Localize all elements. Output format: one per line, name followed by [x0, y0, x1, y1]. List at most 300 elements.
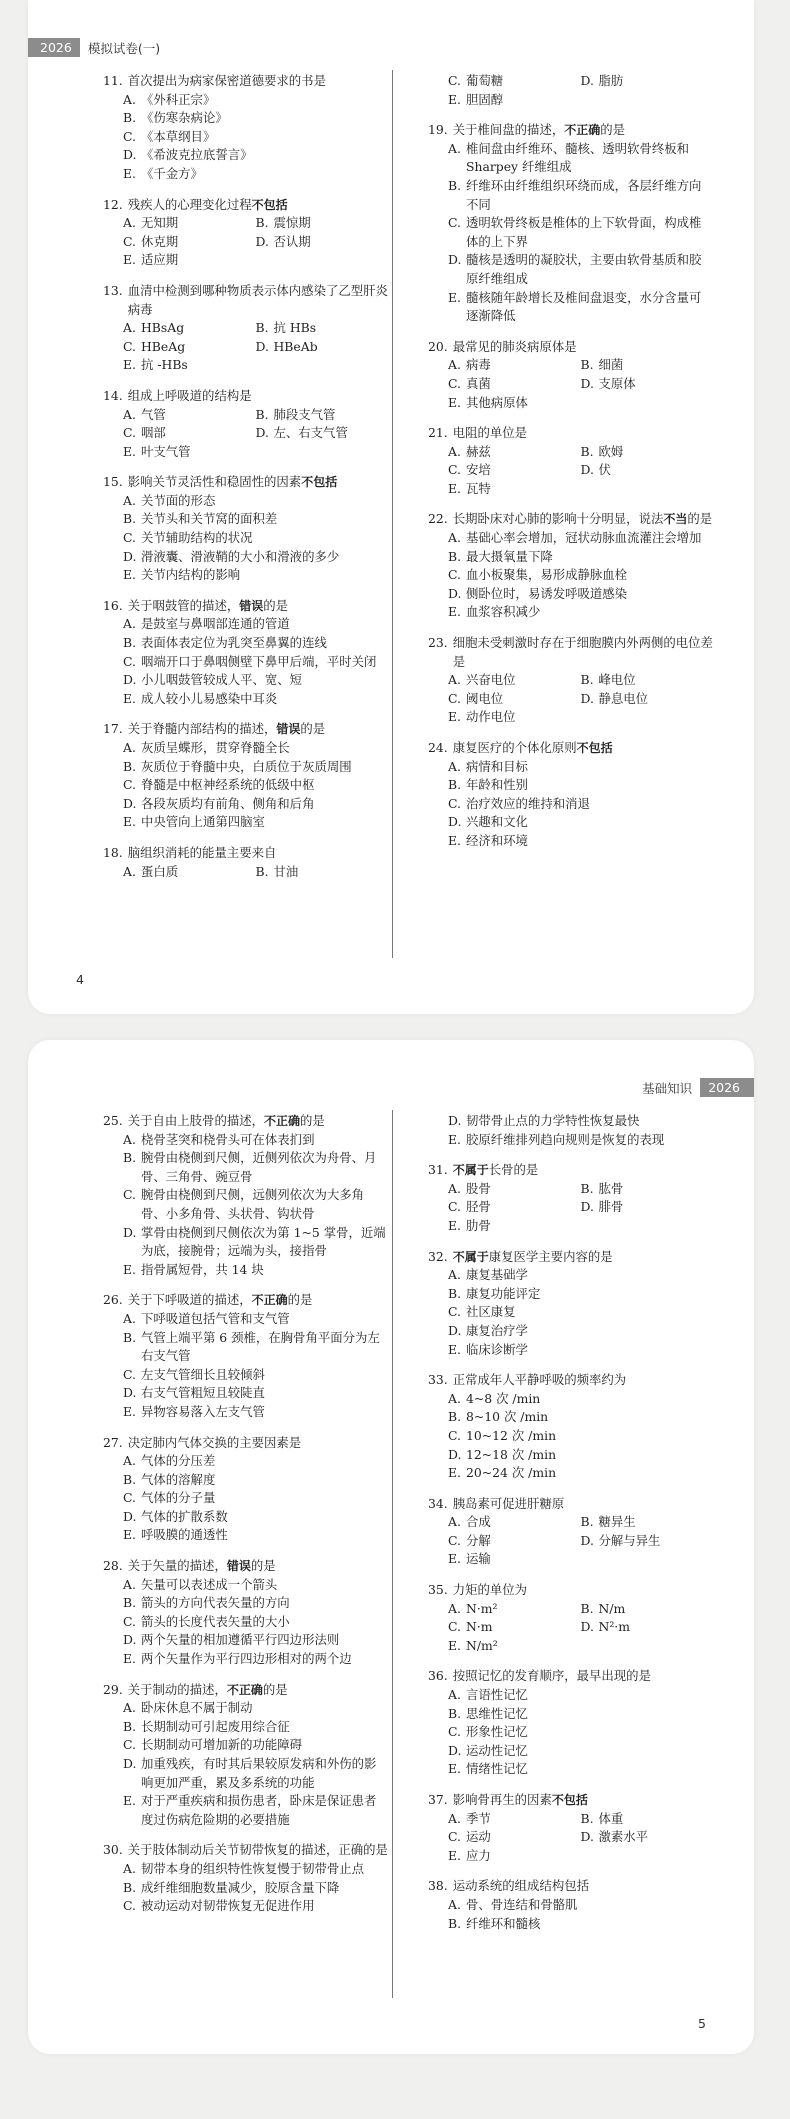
question-text-pre: 关于椎间盘的描述， — [452, 122, 565, 138]
option-text: 抗 HBs — [273, 320, 317, 336]
question-text-post: 的是 — [600, 122, 626, 138]
answer-option — [448, 1760, 713, 1779]
option-letter: B. — [448, 1285, 462, 1301]
option-text: 胫骨 — [466, 1199, 491, 1215]
option-letter: B. — [123, 511, 137, 527]
answer-option — [123, 319, 256, 338]
option-letter: B. — [580, 357, 594, 373]
question-item — [428, 1877, 713, 1933]
question-text-pre: 最常见的肺炎病原体是 — [452, 338, 577, 354]
option-letter: A. — [123, 406, 136, 422]
option-text: N·m — [466, 1619, 493, 1635]
option-letter: D. — [123, 548, 137, 564]
option-letter: B. — [448, 177, 462, 193]
answer-option — [123, 863, 256, 882]
option-text: 掌骨由桡侧到尺侧依次为第 1~5 掌骨，近端为底，接腕骨；远端为头，接指骨 — [141, 1224, 386, 1259]
question-text-pre: 正常成年人平静呼吸的频率约为 — [452, 1372, 627, 1388]
option-text: 欧姆 — [598, 443, 624, 459]
option-letter: E. — [448, 1637, 461, 1653]
answer-option — [448, 1723, 713, 1742]
option-letter: B. — [448, 1705, 462, 1721]
question-number: 36. — [428, 1668, 448, 1684]
option-letter: D. — [580, 1829, 594, 1845]
question-keyword: 不属于 — [452, 1249, 489, 1264]
answer-option — [123, 795, 388, 814]
question-text-pre: 脑组织消耗的能量主要来自 — [127, 844, 277, 860]
answer-option — [123, 1631, 388, 1650]
option-text: 灰质位于脊髓中央，白质位于灰质周围 — [141, 758, 352, 774]
option-text: 侧卧位时，易诱发呼吸道感染 — [466, 585, 628, 601]
question-number: 15. — [103, 474, 123, 490]
answer-option — [123, 1186, 388, 1223]
question-stem — [428, 1161, 713, 1180]
option-list — [123, 615, 388, 708]
question-text — [128, 1112, 388, 1131]
option-text: 椎间盘由纤维环、髓核、透明软骨终板和 Sharpey 纤维组成 — [466, 140, 690, 175]
option-text: 长期制动可增加新的功能障碍 — [141, 1737, 303, 1753]
option-text: 《千金方》 — [141, 165, 203, 181]
answer-option — [448, 1810, 581, 1829]
right-column — [428, 1112, 713, 1945]
left-column — [103, 72, 388, 893]
answer-option — [123, 653, 388, 672]
question-text-pre: 关于自由上肢骨的描述， — [127, 1113, 265, 1128]
answer-option — [123, 1366, 388, 1385]
answer-option — [123, 1508, 388, 1527]
answer-option — [123, 690, 388, 709]
option-list — [448, 1513, 713, 1569]
option-letter: D. — [123, 1756, 137, 1771]
question-text — [453, 634, 713, 671]
question-text-post: 的是 — [687, 511, 713, 527]
option-letter: E. — [448, 832, 461, 848]
question-text-post: 的是 — [300, 721, 326, 737]
option-text: HBeAb — [273, 338, 318, 354]
answer-option — [448, 1742, 713, 1761]
option-letter: C. — [448, 1829, 461, 1845]
option-text: 表面体表定位为乳突至鼻翼的连线 — [141, 635, 327, 651]
option-letter: E. — [448, 480, 461, 496]
answer-option — [448, 1303, 713, 1322]
answer-option — [123, 1736, 388, 1755]
option-text: 康复基础学 — [466, 1267, 528, 1283]
option-text: 气管上端平第 6 颈椎，在胸骨角平面分为左右支气管 — [141, 1329, 380, 1364]
option-list — [448, 1180, 713, 1236]
answer-option — [123, 1650, 388, 1669]
option-letter: C. — [123, 1490, 136, 1506]
question-stem — [428, 1667, 713, 1686]
question-keyword: 错误 — [276, 722, 301, 737]
answer-option — [448, 1322, 713, 1341]
answer-option — [581, 1180, 714, 1199]
option-letter: B. — [255, 320, 269, 336]
option-text: 震惊期 — [273, 215, 311, 231]
answer-option — [448, 1131, 713, 1150]
option-letter: D. — [123, 1632, 137, 1648]
option-text: 右支气管粗短且较陡直 — [141, 1385, 265, 1401]
answer-option — [448, 91, 713, 110]
answer-option — [448, 214, 713, 251]
question-item — [428, 739, 713, 851]
option-letter: C. — [123, 1737, 136, 1753]
option-letter: A. — [123, 91, 136, 107]
question-number: 11. — [103, 73, 123, 88]
question-item — [428, 1161, 713, 1235]
option-text: N/m² — [466, 1637, 498, 1653]
question-item — [103, 1557, 388, 1669]
option-letter: A. — [448, 672, 461, 688]
question-item — [103, 597, 388, 709]
option-letter: C. — [448, 1619, 461, 1635]
option-text: 瓦特 — [466, 480, 491, 496]
exam-page-4 — [28, 0, 754, 1014]
answer-option — [123, 548, 388, 567]
question-item — [103, 1841, 388, 1915]
question-keyword: 不正确 — [251, 1293, 288, 1308]
option-list — [123, 1699, 388, 1829]
option-text: 卧床休息不属于制动 — [141, 1700, 253, 1716]
option-text: 股骨 — [466, 1180, 491, 1196]
option-text: 抗 -HBs — [141, 357, 188, 373]
option-letter: A. — [448, 1180, 461, 1196]
option-letter: B. — [123, 1595, 137, 1611]
option-letter: E. — [123, 1793, 136, 1809]
question-stem — [428, 1371, 713, 1390]
option-text: 呼吸膜的通透性 — [141, 1527, 228, 1543]
question-stem — [103, 282, 388, 319]
option-text: 透明软骨终板是椎体的上下软骨面，构成椎体的上下界 — [466, 215, 702, 249]
answer-option — [581, 72, 714, 91]
option-letter: E. — [123, 357, 136, 373]
option-text: 对于严重疾病和损伤患者，卧床是保证患者度过伤病危险期的必要措施 — [141, 1793, 377, 1827]
question-text-pre: 长期卧床对心肺的影响十分明显，说法 — [452, 511, 664, 527]
answer-option — [123, 146, 388, 165]
question-stem — [428, 121, 713, 140]
question-text-pre: 影响骨再生的因素 — [452, 1792, 552, 1807]
option-text: 康复治疗学 — [466, 1322, 528, 1338]
option-text: 《伤寒杂病论》 — [141, 110, 228, 126]
option-text: 关节头和关节窝的面积差 — [141, 511, 278, 527]
answer-option — [448, 690, 581, 709]
question-text — [453, 1581, 713, 1600]
option-text: 支原体 — [598, 375, 636, 391]
answer-option — [256, 406, 389, 425]
option-list — [123, 406, 388, 462]
answer-option — [448, 1464, 713, 1483]
option-list — [448, 1600, 713, 1656]
question-keyword: 不包括 — [576, 741, 613, 755]
answer-option — [123, 1576, 388, 1595]
question-stem — [428, 424, 713, 443]
question-stem — [428, 1581, 713, 1600]
option-letter: C. — [448, 73, 461, 88]
option-text: 合成 — [466, 1514, 491, 1530]
answer-option — [123, 1792, 388, 1829]
question-number: 32. — [428, 1248, 448, 1264]
answer-option — [448, 1550, 713, 1569]
option-letter: C. — [448, 795, 461, 811]
option-text: 被动运动对韧带恢复无促进作用 — [141, 1898, 315, 1914]
option-text: 4~8 次 /min — [466, 1390, 541, 1406]
option-text: 是鼓室与鼻咽部连通的管道 — [141, 616, 290, 632]
answer-option — [123, 1261, 388, 1280]
question-number: 12. — [103, 196, 123, 212]
answer-option — [448, 758, 713, 777]
question-item — [428, 1581, 713, 1655]
question-text — [453, 1495, 713, 1514]
answer-option — [581, 671, 714, 690]
option-letter: E. — [123, 690, 136, 706]
option-text: 糖异生 — [598, 1514, 636, 1530]
option-letter: C. — [123, 128, 136, 144]
option-letter: C. — [123, 1898, 136, 1914]
answer-option — [448, 1427, 713, 1446]
option-letter: B. — [123, 1879, 137, 1895]
question-item — [428, 634, 713, 727]
option-letter: B. — [580, 1514, 594, 1530]
option-text: 经济和环境 — [466, 832, 528, 848]
option-text: 灰质呈蝶形，贯穿脊髓全长 — [141, 740, 290, 755]
answer-option — [448, 603, 713, 622]
question-text — [453, 739, 713, 758]
option-text: 桡骨茎突和桡骨头可在体表扪到 — [141, 1131, 315, 1147]
option-letter: C. — [123, 1187, 136, 1203]
answer-option — [581, 356, 714, 375]
answer-option — [123, 615, 388, 634]
option-text: 咽端开口于鼻咽侧壁下鼻甲后端，平时关闭 — [141, 653, 377, 669]
option-list — [448, 1112, 713, 1149]
option-text: 峰电位 — [598, 672, 636, 688]
answer-option — [448, 1896, 713, 1915]
option-letter: C. — [123, 1366, 136, 1382]
question-item — [103, 72, 388, 184]
option-text: 兴趣和文化 — [466, 814, 528, 830]
question-number: 31. — [428, 1162, 448, 1178]
option-text: 分解与异生 — [598, 1532, 661, 1548]
option-letter: D. — [123, 795, 137, 811]
answer-option — [448, 585, 713, 604]
answer-option — [123, 1613, 388, 1632]
answer-option — [448, 548, 713, 567]
answer-option — [123, 251, 388, 270]
option-letter: D. — [123, 147, 137, 163]
option-text: 形象性记忆 — [466, 1724, 528, 1740]
question-text-pre: 关于肢体制动后关节韧带恢复的描述，正确的是 — [127, 1842, 388, 1858]
question-text — [453, 1791, 713, 1810]
option-letter: D. — [255, 338, 269, 354]
option-list — [448, 1390, 713, 1483]
answer-option — [581, 1618, 714, 1637]
option-text: N·m² — [466, 1600, 498, 1616]
option-letter: B. — [580, 443, 594, 459]
question-text-pre: 细胞未受刺激时存在于细胞膜内外两侧的电位差是 — [452, 635, 713, 669]
answer-option — [448, 1198, 581, 1217]
answer-option — [123, 1489, 388, 1508]
option-letter: E. — [448, 394, 461, 410]
option-text: 箭头的方向代表矢量的方向 — [141, 1595, 290, 1611]
option-letter: D. — [580, 1619, 594, 1635]
question-text — [128, 844, 388, 863]
question-number: 13. — [103, 282, 123, 298]
option-text: 体重 — [598, 1810, 624, 1826]
question-stem — [103, 1681, 388, 1700]
question-text — [453, 510, 713, 529]
answer-option — [123, 1699, 388, 1718]
option-list — [123, 492, 388, 585]
option-text: 髓核是透明的凝胶状，主要由软骨基质和胶原纤维组成 — [466, 252, 702, 286]
option-text: 咽部 — [141, 425, 166, 441]
answer-option — [123, 1879, 388, 1898]
question-text — [128, 473, 388, 492]
answer-option — [256, 319, 389, 338]
answer-option — [448, 1266, 713, 1285]
option-letter: C. — [448, 1532, 461, 1548]
option-text: 气体的扩散系数 — [141, 1508, 228, 1524]
option-text: 临床诊断学 — [466, 1341, 528, 1357]
question-stem — [103, 387, 388, 406]
option-text: 长期制动可引起废用综合征 — [141, 1718, 290, 1734]
question-text — [453, 1667, 713, 1686]
option-text: 细菌 — [598, 357, 624, 373]
column-divider — [392, 1110, 393, 1998]
question-keyword: 不当 — [663, 512, 688, 527]
option-text: 血浆容积减少 — [466, 604, 541, 620]
question-number: 18. — [103, 844, 123, 860]
option-text: 10~12 次 /min — [466, 1427, 557, 1443]
option-letter: A. — [448, 357, 461, 373]
option-letter: E. — [448, 1551, 461, 1567]
question-stem — [428, 1495, 713, 1514]
option-text: 腕骨由桡侧到尺侧，近侧列依次为舟骨、月骨、三角骨、豌豆骨 — [141, 1150, 377, 1184]
question-stem — [103, 72, 388, 91]
question-keyword: 不包括 — [551, 1793, 588, 1807]
option-letter: C. — [448, 462, 461, 478]
question-text — [128, 1841, 388, 1860]
option-text: 成人较小儿易感染中耳炎 — [141, 690, 278, 706]
option-text: 休克期 — [141, 233, 179, 249]
option-text: 应力 — [466, 1847, 491, 1863]
answer-option — [448, 289, 713, 326]
answer-option — [123, 214, 256, 233]
question-item — [103, 387, 388, 461]
option-text: 胆固醇 — [466, 91, 504, 107]
answer-option — [123, 91, 388, 110]
option-letter: E. — [448, 1341, 461, 1357]
answer-option — [448, 708, 713, 727]
option-list — [448, 1810, 713, 1866]
question-item — [428, 72, 713, 109]
option-text: 血小板聚集，易形成静脉血栓 — [466, 567, 628, 583]
option-text: 矢量可以表述成一个箭头 — [141, 1576, 278, 1592]
question-number: 30. — [103, 1842, 123, 1858]
question-number: 25. — [103, 1113, 123, 1128]
year-badge: 2026 — [28, 38, 80, 57]
question-text — [128, 1291, 388, 1310]
answer-option — [448, 1686, 713, 1705]
option-list — [123, 214, 388, 270]
answer-option — [448, 443, 581, 462]
option-text: 最大摄氧量下降 — [466, 548, 553, 564]
answer-option — [123, 1526, 388, 1545]
answer-option — [123, 1149, 388, 1186]
question-item — [103, 1112, 388, 1279]
question-keyword: 不正确 — [264, 1114, 301, 1128]
question-number: 35. — [428, 1582, 448, 1598]
exam-title: 模拟试卷(一) — [87, 40, 161, 56]
answer-option — [581, 1198, 714, 1217]
answer-option — [448, 140, 713, 177]
option-text: 情绪性记忆 — [466, 1761, 528, 1777]
answer-option — [448, 1390, 713, 1409]
option-text: 《希波克拉底誓言》 — [141, 147, 253, 163]
answer-option — [123, 1384, 388, 1403]
option-list — [448, 1686, 713, 1779]
question-item — [428, 1371, 713, 1483]
option-text: 12~18 次 /min — [466, 1446, 557, 1462]
option-letter: D. — [580, 690, 594, 706]
question-text-pre: 影响关节灵活性和稳固性的因素 — [127, 474, 302, 490]
option-letter: E. — [448, 91, 461, 107]
option-text: 安培 — [466, 462, 491, 478]
answer-option — [123, 492, 388, 511]
answer-option — [123, 776, 388, 795]
question-stem — [428, 1248, 713, 1267]
question-text-pre: 首次提出为病家保密道德要求的书是 — [127, 73, 326, 88]
option-text: 异物容易落入左支气管 — [141, 1403, 265, 1419]
option-text: 激素水平 — [598, 1829, 649, 1845]
question-number: 28. — [103, 1558, 123, 1574]
option-letter: A. — [123, 863, 136, 879]
option-list — [123, 863, 388, 882]
option-letter: E. — [448, 1465, 461, 1481]
question-number: 26. — [103, 1292, 123, 1308]
option-letter: B. — [123, 1329, 137, 1345]
option-letter: A. — [123, 1310, 136, 1326]
question-stem — [428, 1877, 713, 1896]
option-list — [448, 758, 713, 851]
option-letter: C. — [123, 653, 136, 669]
question-number: 17. — [103, 721, 123, 737]
question-text-pre: 残疾人的心理变化过程 — [127, 196, 252, 212]
page-number: 4 — [76, 972, 84, 987]
option-text: 小儿咽鼓管较成人平、宽、短 — [141, 672, 303, 688]
page-number: 5 — [698, 2016, 706, 2031]
question-text — [453, 1877, 713, 1896]
question-text-post: 的是 — [262, 1681, 288, 1697]
option-list — [123, 1452, 388, 1545]
option-letter: B. — [123, 758, 137, 774]
answer-option — [123, 1718, 388, 1737]
option-text: 叶支气管 — [141, 443, 191, 459]
option-list — [123, 1310, 388, 1422]
option-letter: D. — [255, 233, 269, 249]
question-item — [428, 510, 713, 622]
answer-option — [448, 1341, 713, 1360]
answer-option — [448, 356, 581, 375]
question-text — [453, 1371, 713, 1390]
option-list — [448, 1266, 713, 1359]
answer-option — [448, 1915, 713, 1934]
answer-option — [256, 863, 389, 882]
question-text-post: 康复医学主要内容的是 — [488, 1248, 613, 1264]
exam-page-5 — [28, 1040, 754, 2054]
answer-option — [123, 1471, 388, 1490]
option-list — [448, 1896, 713, 1933]
option-text: 其他病原体 — [466, 394, 528, 410]
option-text: 病毒 — [466, 357, 491, 373]
option-letter: E. — [448, 1761, 461, 1777]
option-letter: A. — [123, 492, 136, 508]
